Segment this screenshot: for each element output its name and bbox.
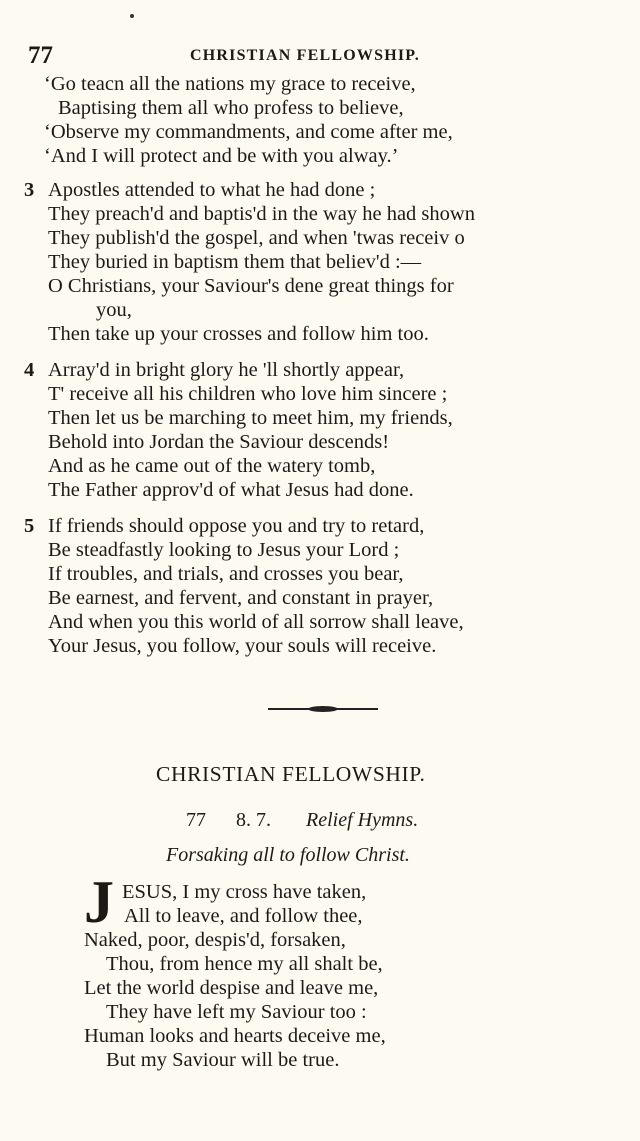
verse-line: Your Jesus, you follow, your souls will receive.: [48, 635, 437, 657]
section-divider-ornament: [308, 706, 338, 712]
running-title: CHRISTIAN FELLOWSHIP.: [190, 47, 420, 64]
verse-line: They preach'd and baptis'd in the way he had shown: [48, 203, 475, 225]
verse-line: They buried in baptism them that believ'd :—: [48, 251, 422, 273]
verse-line: Naked, poor, despis'd, forsaken,: [84, 929, 346, 951]
verse-line: They have left my Saviour too :: [106, 1001, 367, 1023]
verse-line: O Christians, your Saviour's dene great things for: [48, 275, 454, 297]
stanza-number: 3: [24, 179, 35, 201]
verse-line: you,: [96, 299, 132, 321]
verse-line: T' receive all his children who love him sincere ;: [48, 383, 448, 405]
verse-line: Apostles attended to what he had done ;: [48, 179, 376, 201]
page-number: 77: [28, 42, 53, 69]
verse-line: ‘Observe my commandments, and come after me,: [44, 121, 453, 143]
verse-line: And when you this world of all sorrow shall leave,: [48, 611, 464, 633]
verse-line: Then let us be marching to meet him, my friends,: [48, 407, 453, 429]
stanza-number: 4: [24, 359, 35, 381]
verse-line: Let the world despise and leave me,: [84, 977, 379, 999]
verse-line: Then take up your crosses and follow him too.: [48, 323, 429, 345]
verse-line: Human looks and hearts deceive me,: [84, 1025, 386, 1047]
stanza-number: 5: [24, 515, 35, 537]
verse-line: But my Saviour will be true.: [106, 1049, 340, 1071]
verse-line: Array'd in bright glory he 'll shortly appear,: [48, 359, 405, 381]
verse-line: They publish'd the gospel, and when 'twas receiv o: [48, 227, 465, 249]
verse-line: Baptising them all who profess to believe,: [58, 97, 404, 119]
verse-line: Thou, from hence my all shalt be,: [106, 953, 383, 975]
verse-line: ‘Go teacn all the nations my grace to receive,: [44, 73, 416, 95]
verse-line: Be steadfastly looking to Jesus your Lord ;: [48, 539, 400, 561]
verse-line: All to leave, and follow thee,: [124, 905, 363, 927]
hymn-subtitle: Forsaking all to follow Christ.: [166, 844, 410, 866]
running-head: [28, 44, 588, 68]
hymn-number: 77: [186, 809, 206, 831]
verse-line: ‘And I will protect and be with you alway.’: [44, 145, 399, 167]
verse-line: ESUS, I my cross have taken,: [122, 881, 367, 903]
verse-line: The Father approv'd of what Jesus had done.: [48, 479, 414, 501]
hymn-meter: 8. 7.: [236, 809, 271, 831]
verse-line: And as he came out of the watery tomb,: [48, 455, 376, 477]
verse-line: If troubles, and trials, and crosses you bear,: [48, 563, 404, 585]
verse-line: Behold into Jordan the Saviour descends!: [48, 431, 390, 453]
drop-cap: J: [84, 869, 114, 935]
section-title: CHRISTIAN FELLOWSHIP.: [156, 762, 426, 786]
hymn-source: Relief Hymns.: [306, 809, 419, 831]
verse-line: If friends should oppose you and try to retard,: [48, 515, 425, 537]
verse-line: Be earnest, and fervent, and constant in prayer,: [48, 587, 434, 609]
ink-speck: [130, 14, 134, 18]
